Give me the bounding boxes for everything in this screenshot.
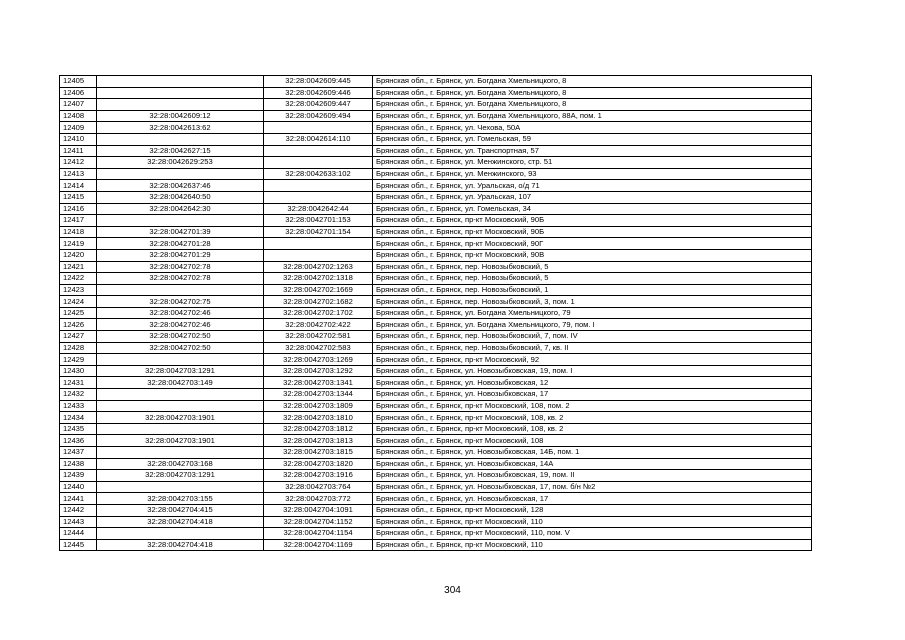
row-number-cell: 12440 — [60, 481, 97, 493]
row-number-cell: 12433 — [60, 400, 97, 412]
old-cadastral-number-cell — [97, 423, 264, 435]
new-cadastral-number-cell: 32:28:0042703:1341 — [264, 377, 373, 389]
address-cell: Брянская обл., г. Брянск, ул. Уральская, 107 — [373, 191, 812, 203]
table-row — [60, 354, 812, 366]
new-cadastral-number-cell: 32:28:0042703:1815 — [264, 447, 373, 459]
table-body — [60, 76, 812, 551]
new-cadastral-number-cell: 32:28:0042703:1812 — [264, 423, 373, 435]
row-number-cell: 12419 — [60, 238, 97, 250]
row-number-cell: 12429 — [60, 354, 97, 366]
table-row — [60, 87, 812, 99]
old-cadastral-number-cell — [97, 99, 264, 111]
old-cadastral-number-cell: 32:28:0042701:39 — [97, 226, 264, 238]
new-cadastral-number-cell: 32:28:0042609:446 — [264, 87, 373, 99]
address-cell: Брянская обл., г. Брянск, ул. Менжинского, стр. 51 — [373, 157, 812, 169]
new-cadastral-number-cell: 32:28:0042704:1091 — [264, 504, 373, 516]
row-number-cell: 12405 — [60, 76, 97, 88]
new-cadastral-number-cell: 32:28:0042704:1154 — [264, 528, 373, 540]
old-cadastral-number-cell: 32:28:0042701:28 — [97, 238, 264, 250]
address-cell: Брянская обл., г. Брянск, ул. Транспортная, 57 — [373, 145, 812, 157]
table-row — [60, 296, 812, 308]
address-cell: Брянская обл., г. Брянск, пр-кт Московский, 108, кв. 2 — [373, 412, 812, 424]
table-row — [60, 238, 812, 250]
table-row — [60, 435, 812, 447]
cadastral-table — [59, 75, 812, 551]
address-cell: Брянская обл., г. Брянск, пр-кт Московский, 108, кв. 2 — [373, 423, 812, 435]
page-number: 304 — [444, 585, 461, 596]
table-row — [60, 180, 812, 192]
old-cadastral-number-cell — [97, 354, 264, 366]
row-number-cell: 12407 — [60, 99, 97, 111]
address-cell: Брянская обл., г. Брянск, пр-кт Московский, 90Б — [373, 215, 812, 227]
table-row — [60, 377, 812, 389]
old-cadastral-number-cell: 32:28:0042609:12 — [97, 110, 264, 122]
address-cell: Брянская обл., г. Брянск, пер. Новозыбковский, 5 — [373, 273, 812, 285]
row-number-cell: 12409 — [60, 122, 97, 134]
address-cell: Брянская обл., г. Брянск, ул. Богдана Хмельницкого, 88А, пом. 1 — [373, 110, 812, 122]
row-number-cell: 12430 — [60, 365, 97, 377]
new-cadastral-number-cell: 32:28:0042703:764 — [264, 481, 373, 493]
old-cadastral-number-cell — [97, 215, 264, 227]
address-cell: Брянская обл., г. Брянск, ул. Гомельская, 34 — [373, 203, 812, 215]
table-row — [60, 504, 812, 516]
table-row — [60, 400, 812, 412]
address-cell: Брянская обл., г. Брянск, пер. Новозыбковский, 1 — [373, 284, 812, 296]
table-row — [60, 447, 812, 459]
address-cell: Брянская обл., г. Брянск, ул. Новозыбковская, 12 — [373, 377, 812, 389]
row-number-cell: 12408 — [60, 110, 97, 122]
old-cadastral-number-cell — [97, 87, 264, 99]
old-cadastral-number-cell: 32:28:0042702:50 — [97, 331, 264, 343]
address-cell: Брянская обл., г. Брянск, ул. Гомельская, 59 — [373, 133, 812, 145]
old-cadastral-number-cell — [97, 168, 264, 180]
new-cadastral-number-cell: 32:28:0042633:102 — [264, 168, 373, 180]
old-cadastral-number-cell: 32:28:0042702:75 — [97, 296, 264, 308]
address-cell: Брянская обл., г. Брянск, пр-кт Московский, 110 — [373, 539, 812, 551]
table-row — [60, 249, 812, 261]
new-cadastral-number-cell: 32:28:0042703:1269 — [264, 354, 373, 366]
new-cadastral-number-cell: 32:28:0042703:1344 — [264, 389, 373, 401]
old-cadastral-number-cell — [97, 481, 264, 493]
row-number-cell: 12424 — [60, 296, 97, 308]
row-number-cell: 12412 — [60, 157, 97, 169]
new-cadastral-number-cell: 32:28:0042702:1263 — [264, 261, 373, 273]
address-cell: Брянская обл., г. Брянск, ул. Богдана Хмельницкого, 8 — [373, 87, 812, 99]
old-cadastral-number-cell — [97, 528, 264, 540]
table-row — [60, 76, 812, 88]
row-number-cell: 12415 — [60, 191, 97, 203]
row-number-cell: 12425 — [60, 307, 97, 319]
address-cell: Брянская обл., г. Брянск, пр-кт Московский, 128 — [373, 504, 812, 516]
table-row — [60, 99, 812, 111]
old-cadastral-number-cell — [97, 389, 264, 401]
address-cell: Брянская обл., г. Брянск, пр-кт Московский, 108, пом. 2 — [373, 400, 812, 412]
row-number-cell: 12411 — [60, 145, 97, 157]
address-cell: Брянская обл., г. Брянск, пр-кт Московский, 90Г — [373, 238, 812, 250]
old-cadastral-number-cell: 32:28:0042640:50 — [97, 191, 264, 203]
new-cadastral-number-cell: 32:28:0042703:1820 — [264, 458, 373, 470]
address-cell: Брянская обл., г. Брянск, ул. Богдана Хмельницкого, 79 — [373, 307, 812, 319]
old-cadastral-number-cell: 32:28:0042703:1291 — [97, 365, 264, 377]
new-cadastral-number-cell — [264, 180, 373, 192]
row-number-cell: 12416 — [60, 203, 97, 215]
address-cell: Брянская обл., г. Брянск, ул. Новозыбковская, 14А — [373, 458, 812, 470]
old-cadastral-number-cell: 32:28:0042703:155 — [97, 493, 264, 505]
row-number-cell: 12417 — [60, 215, 97, 227]
table-row — [60, 284, 812, 296]
old-cadastral-number-cell: 32:28:0042613:62 — [97, 122, 264, 134]
row-number-cell: 12436 — [60, 435, 97, 447]
address-cell: Брянская обл., г. Брянск, ул. Богдана Хмельницкого, 8 — [373, 99, 812, 111]
new-cadastral-number-cell: 32:28:0042702:422 — [264, 319, 373, 331]
row-number-cell: 12444 — [60, 528, 97, 540]
old-cadastral-number-cell — [97, 133, 264, 145]
new-cadastral-number-cell: 32:28:0042702:1702 — [264, 307, 373, 319]
old-cadastral-number-cell — [97, 447, 264, 459]
row-number-cell: 12406 — [60, 87, 97, 99]
new-cadastral-number-cell: 32:28:0042614:110 — [264, 133, 373, 145]
row-number-cell: 12437 — [60, 447, 97, 459]
new-cadastral-number-cell: 32:28:0042702:1318 — [264, 273, 373, 285]
table-row — [60, 412, 812, 424]
address-cell: Брянская обл., г. Брянск, ул. Чехова, 50А — [373, 122, 812, 134]
new-cadastral-number-cell — [264, 122, 373, 134]
table-row — [60, 145, 812, 157]
table-row — [60, 215, 812, 227]
new-cadastral-number-cell — [264, 249, 373, 261]
old-cadastral-number-cell: 32:28:0042637:46 — [97, 180, 264, 192]
row-number-cell: 12445 — [60, 539, 97, 551]
address-cell: Брянская обл., г. Брянск, пр-кт Московский, 108 — [373, 435, 812, 447]
old-cadastral-number-cell: 32:28:0042702:50 — [97, 342, 264, 354]
old-cadastral-number-cell: 32:28:0042703:149 — [97, 377, 264, 389]
new-cadastral-number-cell: 32:28:0042702:1682 — [264, 296, 373, 308]
row-number-cell: 12443 — [60, 516, 97, 528]
new-cadastral-number-cell: 32:28:0042609:494 — [264, 110, 373, 122]
new-cadastral-number-cell: 32:28:0042701:153 — [264, 215, 373, 227]
new-cadastral-number-cell: 32:28:0042702:581 — [264, 331, 373, 343]
table-row — [60, 203, 812, 215]
row-number-cell: 12441 — [60, 493, 97, 505]
address-cell: Брянская обл., г. Брянск, пр-кт Московский, 90Б — [373, 226, 812, 238]
table-row — [60, 273, 812, 285]
row-number-cell: 12428 — [60, 342, 97, 354]
address-cell: Брянская обл., г. Брянск, пер. Новозыбковский, 7, пом. IV — [373, 331, 812, 343]
address-cell: Брянская обл., г. Брянск, пр-кт Московский, 110, пом. V — [373, 528, 812, 540]
row-number-cell: 12435 — [60, 423, 97, 435]
old-cadastral-number-cell: 32:28:0042704:415 — [97, 504, 264, 516]
table-row — [60, 342, 812, 354]
old-cadastral-number-cell: 32:28:0042704:418 — [97, 539, 264, 551]
table-row — [60, 470, 812, 482]
address-cell: Брянская обл., г. Брянск, пр-кт Московский, 90В — [373, 249, 812, 261]
table-row — [60, 516, 812, 528]
address-cell: Брянская обл., г. Брянск, ул. Новозыбковская, 17 — [373, 389, 812, 401]
row-number-cell: 12439 — [60, 470, 97, 482]
new-cadastral-number-cell: 32:28:0042642:44 — [264, 203, 373, 215]
table-row — [60, 133, 812, 145]
table-row — [60, 319, 812, 331]
new-cadastral-number-cell: 32:28:0042703:1292 — [264, 365, 373, 377]
table-row — [60, 261, 812, 273]
address-cell: Брянская обл., г. Брянск, ул. Новозыбковская, 14Б, пом. 1 — [373, 447, 812, 459]
old-cadastral-number-cell: 32:28:0042702:78 — [97, 273, 264, 285]
row-number-cell: 12431 — [60, 377, 97, 389]
row-number-cell: 12420 — [60, 249, 97, 261]
table-row — [60, 423, 812, 435]
new-cadastral-number-cell: 32:28:0042703:1810 — [264, 412, 373, 424]
row-number-cell: 12410 — [60, 133, 97, 145]
table-row — [60, 110, 812, 122]
row-number-cell: 12426 — [60, 319, 97, 331]
address-cell: Брянская обл., г. Брянск, ул. Менжинского, 93 — [373, 168, 812, 180]
table-row — [60, 389, 812, 401]
table-row — [60, 493, 812, 505]
new-cadastral-number-cell: 32:28:0042703:1809 — [264, 400, 373, 412]
table-row — [60, 307, 812, 319]
row-number-cell: 12422 — [60, 273, 97, 285]
address-cell: Брянская обл., г. Брянск, ул. Богдана Хмельницкого, 79, пом. I — [373, 319, 812, 331]
old-cadastral-number-cell: 32:28:0042702:46 — [97, 319, 264, 331]
address-cell: Брянская обл., г. Брянск, пер. Новозыбковский, 7, кв. II — [373, 342, 812, 354]
address-cell: Брянская обл., г. Брянск, ул. Новозыбковская, 17 — [373, 493, 812, 505]
table-row — [60, 458, 812, 470]
row-number-cell: 12442 — [60, 504, 97, 516]
new-cadastral-number-cell: 32:28:0042609:445 — [264, 76, 373, 88]
old-cadastral-number-cell: 32:28:0042702:46 — [97, 307, 264, 319]
row-number-cell: 12413 — [60, 168, 97, 180]
row-number-cell: 12427 — [60, 331, 97, 343]
old-cadastral-number-cell — [97, 76, 264, 88]
old-cadastral-number-cell: 32:28:0042701:29 — [97, 249, 264, 261]
table-row — [60, 528, 812, 540]
table-row — [60, 226, 812, 238]
new-cadastral-number-cell: 32:28:0042703:772 — [264, 493, 373, 505]
new-cadastral-number-cell: 32:28:0042703:1916 — [264, 470, 373, 482]
old-cadastral-number-cell: 32:28:0042703:1901 — [97, 412, 264, 424]
old-cadastral-number-cell: 32:28:0042627:15 — [97, 145, 264, 157]
new-cadastral-number-cell — [264, 238, 373, 250]
new-cadastral-number-cell — [264, 191, 373, 203]
table-row — [60, 157, 812, 169]
new-cadastral-number-cell: 32:28:0042704:1152 — [264, 516, 373, 528]
old-cadastral-number-cell: 32:28:0042703:1901 — [97, 435, 264, 447]
row-number-cell: 12414 — [60, 180, 97, 192]
address-cell: Брянская обл., г. Брянск, пр-кт Московский, 92 — [373, 354, 812, 366]
old-cadastral-number-cell: 32:28:0042703:1291 — [97, 470, 264, 482]
address-cell: Брянская обл., г. Брянск, пер. Новозыбковский, 3, пом. 1 — [373, 296, 812, 308]
table-row — [60, 539, 812, 551]
new-cadastral-number-cell: 32:28:0042701:154 — [264, 226, 373, 238]
new-cadastral-number-cell — [264, 145, 373, 157]
old-cadastral-number-cell: 32:28:0042704:418 — [97, 516, 264, 528]
new-cadastral-number-cell: 32:28:0042702:1669 — [264, 284, 373, 296]
old-cadastral-number-cell: 32:28:0042642:30 — [97, 203, 264, 215]
row-number-cell: 12432 — [60, 389, 97, 401]
table-row — [60, 168, 812, 180]
address-cell: Брянская обл., г. Брянск, ул. Новозыбковская, 17, пом. б/н №2 — [373, 481, 812, 493]
table-row — [60, 331, 812, 343]
address-cell: Брянская обл., г. Брянск, ул. Богдана Хмельницкого, 8 — [373, 76, 812, 88]
table-row — [60, 365, 812, 377]
new-cadastral-number-cell: 32:28:0042704:1169 — [264, 539, 373, 551]
old-cadastral-number-cell — [97, 400, 264, 412]
address-cell: Брянская обл., г. Брянск, ул. Уральская, о/д 71 — [373, 180, 812, 192]
row-number-cell: 12421 — [60, 261, 97, 273]
row-number-cell: 12423 — [60, 284, 97, 296]
new-cadastral-number-cell: 32:28:0042702:583 — [264, 342, 373, 354]
old-cadastral-number-cell: 32:28:0042702:78 — [97, 261, 264, 273]
new-cadastral-number-cell: 32:28:0042609:447 — [264, 99, 373, 111]
address-cell: Брянская обл., г. Брянск, пр-кт Московский, 110 — [373, 516, 812, 528]
old-cadastral-number-cell — [97, 284, 264, 296]
old-cadastral-number-cell: 32:28:0042629:253 — [97, 157, 264, 169]
new-cadastral-number-cell: 32:28:0042703:1813 — [264, 435, 373, 447]
row-number-cell: 12418 — [60, 226, 97, 238]
address-cell: Брянская обл., г. Брянск, пер. Новозыбковский, 5 — [373, 261, 812, 273]
address-cell: Брянская обл., г. Брянск, ул. Новозыбковская, 19, пом. II — [373, 470, 812, 482]
address-cell: Брянская обл., г. Брянск, ул. Новозыбковская, 19, пом. I — [373, 365, 812, 377]
new-cadastral-number-cell — [264, 157, 373, 169]
row-number-cell: 12434 — [60, 412, 97, 424]
table-row — [60, 191, 812, 203]
table-row — [60, 122, 812, 134]
old-cadastral-number-cell: 32:28:0042703:168 — [97, 458, 264, 470]
row-number-cell: 12438 — [60, 458, 97, 470]
table-row — [60, 481, 812, 493]
